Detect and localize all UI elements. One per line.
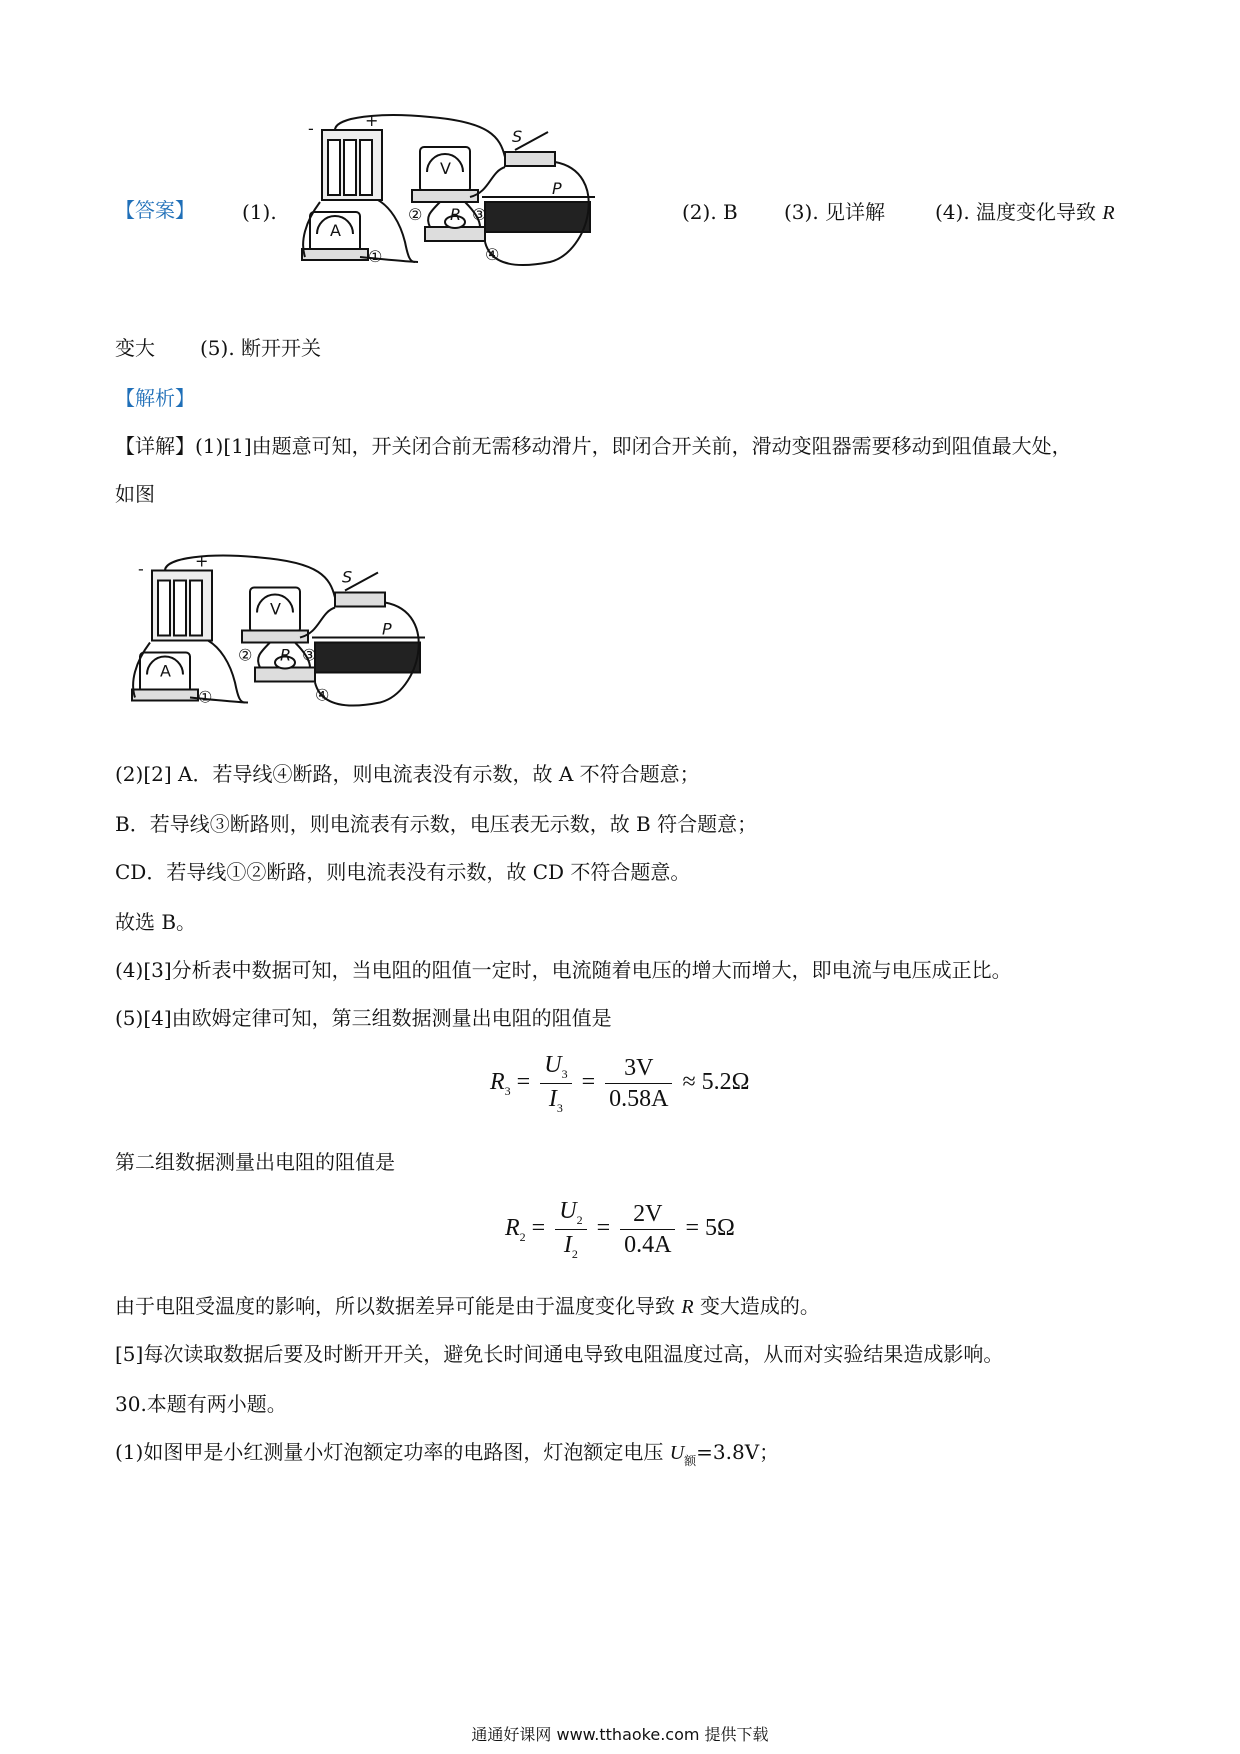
question-30-title: 30.本题有两小题。: [115, 1392, 287, 1416]
voltmeter-label-2: V: [270, 599, 281, 619]
answer-item-5: (5). 断开开关: [200, 336, 322, 360]
q30-p1-var: U: [669, 1442, 685, 1464]
slider-label: P: [552, 179, 562, 198]
resistor-label-2: R: [280, 645, 292, 665]
circuit-figure-detail: [120, 535, 470, 730]
wire-1-label-2: ①: [198, 687, 213, 707]
detail-paragraph-1b: 如图: [115, 482, 155, 506]
formula-r2-fraction-1: [555, 1196, 586, 1263]
formula-r3-fraction-1: [540, 1050, 571, 1117]
answer-item-4: [935, 198, 1115, 227]
circuit-figure-answer: [290, 112, 640, 272]
formula-r3-num: U: [544, 1052, 562, 1078]
formula-r3-relation: ≈: [682, 1069, 696, 1096]
ammeter-label: A: [330, 221, 341, 240]
formula-r2-num2: 2V: [620, 1199, 675, 1230]
detail-label: 【详解】: [115, 434, 195, 458]
formula-r3-den2: 0.58A: [609, 1086, 669, 1112]
question-30-part-1: [115, 1438, 779, 1469]
formula-r2-relation: =: [685, 1215, 699, 1242]
formula-r2-result: 5Ω: [705, 1215, 735, 1242]
wire-4-label-2: ④: [315, 685, 330, 705]
formula-r2: $R_2$ = $\frac{U_2}{I_2}$ = $\frac{2V}{0.4A}$ = 5Ω: [505, 1198, 735, 1261]
formula-r3-num2: 3V: [605, 1053, 672, 1084]
formula-r2-den: I: [563, 1232, 572, 1258]
detail-paragraph-5: 故选 B。: [115, 910, 197, 934]
switch-label-2: S: [342, 567, 353, 587]
detail-paragraph-6: (4)[3]分析表中数据可知，当电阻的阻值一定时，电流随着电压的增大而增大，即电流与电压成正比。: [115, 958, 1012, 982]
formula-r3-den-sub: 3: [556, 1101, 563, 1115]
answer-item-1: (1).: [242, 200, 277, 224]
answer-item-4-var: R: [1102, 202, 1115, 224]
formula-r3-lhs: R: [490, 1069, 505, 1096]
detail-paragraph-7: (5)[4]由欧姆定律可知，第三组数据测量出电阻的阻值是: [115, 1006, 612, 1030]
wire-3-label: ③: [472, 205, 487, 224]
formula-r3-fraction-2: [605, 1053, 672, 1114]
formula-r3-result: 5.2Ω: [701, 1069, 750, 1096]
wire-4-label: ④: [485, 245, 500, 264]
answer-item-2: (2). B: [682, 200, 738, 224]
formula-r3: $R_3$ = $\frac{U_3}{I_3}$ = $\frac{3V}{0.58A}$ ≈ 5.2Ω: [490, 1052, 750, 1115]
answer-item-3: (3). 见详解: [784, 200, 886, 224]
q30-p1-text: (1)如图甲是小红测量小灯泡额定功率的电路图，灯泡额定电压: [115, 1440, 664, 1464]
voltmeter-label: V: [440, 159, 451, 178]
slider-label-2: P: [382, 619, 392, 639]
detail-paragraph-3: B．若导线③断路则，则电流表有示数，电压表无示数，故 B 符合题意；: [115, 812, 758, 836]
page-footer: 通通好课网 www.tthaoke.com 提供下载: [471, 1725, 769, 1744]
detail-paragraph-9: [115, 1292, 820, 1321]
formula-r3-num-sub: 3: [561, 1067, 568, 1081]
battery-plus-label: +: [365, 112, 379, 130]
detail-p9-text-b: 变大造成的。: [699, 1294, 820, 1318]
detail-p1-text: (1)[1]由题意可知，开关闭合前无需移动滑片，即闭合开关前，滑动变阻器需要移动到阻值最大处，: [195, 434, 1072, 458]
answer-item-4-text: (4). 温度变化导致: [935, 200, 1097, 224]
formula-r3-den: I: [548, 1086, 557, 1112]
formula-r2-den-sub: 2: [571, 1247, 578, 1261]
q30-p1-sub: 额: [684, 1454, 697, 1468]
switch-label: S: [512, 127, 523, 146]
formula-r2-lhs-sub: 2: [519, 1230, 526, 1245]
wire-2-label: ②: [408, 205, 423, 224]
wire-2-label-2: ②: [238, 645, 253, 665]
ammeter-label-2: A: [160, 661, 171, 681]
detail-paragraph-2: (2)[2] A．若导线④断路，则电流表没有示数，故 A 不符合题意；: [115, 762, 700, 786]
detail-p9-text-a: 由于电阻受温度的影响，所以数据差异可能是由于温度变化导致: [115, 1294, 675, 1318]
resistor-label: R: [450, 205, 462, 224]
formula-r2-den2: 0.4A: [624, 1232, 672, 1258]
q30-p1-value: =3.8V；: [696, 1440, 780, 1464]
answer-item-4-continued: 变大: [115, 336, 155, 360]
formula-r2-fraction-2: [620, 1199, 675, 1260]
formula-r3-lhs-sub: 3: [504, 1084, 511, 1099]
formula-r2-num: U: [559, 1198, 577, 1224]
detail-paragraph-4: CD．若导线①②断路，则电流表没有示数，故 CD 不符合题意。: [115, 860, 691, 884]
formula-r2-lhs: R: [505, 1215, 520, 1242]
detail-paragraph-8: 第二组数据测量出电阻的阻值是: [115, 1150, 395, 1174]
answer-label: 【答案】: [115, 198, 195, 222]
detail-paragraph-10: [5]每次读取数据后要及时断开开关，避免长时间通电导致电阻温度过高，从而对实验结果造成影响。: [115, 1342, 1004, 1366]
battery-minus-label: -: [308, 119, 314, 138]
formula-r2-num-sub: 2: [576, 1213, 583, 1227]
detail-paragraph-1: [115, 432, 1072, 460]
wire-3-label-2: ③: [302, 645, 317, 665]
battery-minus-label-2: -: [138, 559, 144, 579]
detail-p9-var: R: [681, 1296, 694, 1318]
analysis-label: 【解析】: [115, 386, 195, 410]
wire-1-label: ①: [368, 247, 383, 266]
battery-plus-label-2: +: [195, 551, 209, 571]
